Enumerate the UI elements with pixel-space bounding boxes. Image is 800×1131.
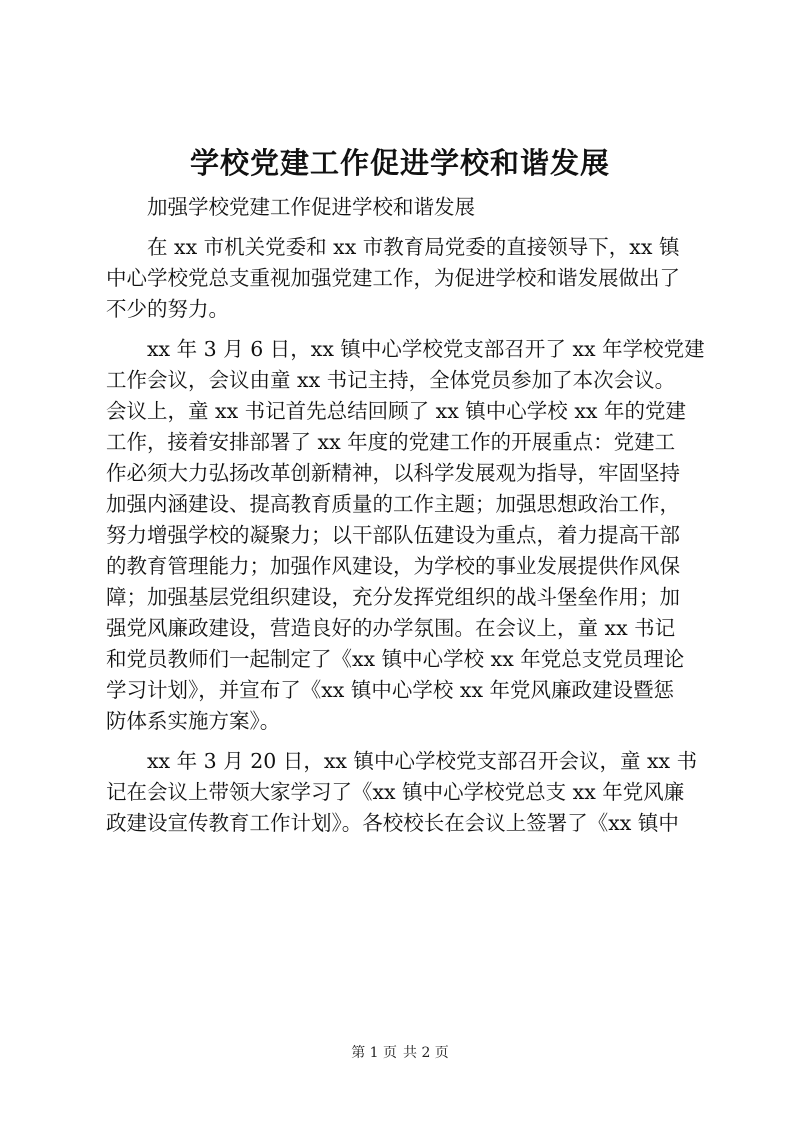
text-line: 障；加强基层党组织建设，充分发挥党组织的战斗堡垒作用；加 bbox=[106, 585, 680, 609]
text-line: 和党员教师们一起制定了《xx 镇中心学校 xx 年党总支党员理论 bbox=[106, 647, 685, 671]
document-title: 学校党建工作促进学校和谐发展 bbox=[189, 146, 610, 180]
text-line: 的教育管理能力；加强作风建设，为学校的事业发展提供作风保 bbox=[106, 554, 680, 578]
text-line: xx 年 3 月 20 日，xx 镇中心学校党支部召开会议，童 xx 书 bbox=[106, 749, 698, 773]
document-body bbox=[106, 192, 710, 848]
text-line: 工作，接着安排部署了 xx 年度的党建工作的开展重点：党建工 bbox=[106, 430, 676, 454]
text-line: 加强内涵建设、提高教育质量的工作主题；加强思想政治工作， bbox=[106, 492, 680, 516]
paragraph-march-20 bbox=[106, 746, 710, 839]
text-line: 防体系实施方案》。 bbox=[106, 709, 281, 733]
page-total: 共 2 页 bbox=[403, 1045, 449, 1061]
page-footer bbox=[0, 1043, 800, 1063]
text-line: 强党风廉政建设，营造良好的办学氛围。在会议上，童 xx 书记 bbox=[106, 616, 676, 640]
text-line: 中心学校党总支重视加强党建工作，为促进学校和谐发展做出了 bbox=[106, 266, 680, 290]
text-line: 作必须大力弘扬改革创新精神，以科学发展观为指导，牢固坚持 bbox=[106, 461, 680, 485]
page-number: 第 1 页 bbox=[351, 1045, 397, 1061]
text-line: xx 年 3 月 6 日，xx 镇中心学校党支部召开了 xx 年学校党建 bbox=[106, 337, 705, 361]
text-line: 不少的努力。 bbox=[106, 297, 229, 321]
text-line: 工作会议，会议由童 xx 书记主持，全体党员参加了本次会议。 bbox=[106, 368, 676, 392]
paragraph-march-6 bbox=[106, 334, 710, 737]
text-line: 会议上，童 xx 书记首先总结回顾了 xx 镇中心学校 xx 年的党建 bbox=[106, 399, 686, 423]
text-line: 努力增强学校的凝聚力；以干部队伍建设为重点，着力提高干部 bbox=[106, 523, 680, 547]
text-line: 加强学校党建工作促进学校和谐发展 bbox=[106, 195, 475, 219]
paragraph-subtitle bbox=[106, 192, 710, 223]
text-line: 学习计划》，并宣布了《xx 镇中心学校 xx 年党风廉政建设暨惩 bbox=[106, 678, 675, 702]
text-line: 在 xx 市机关党委和 xx 市教育局党委的直接领导下，xx 镇 bbox=[106, 235, 680, 259]
paragraph-intro bbox=[106, 232, 710, 325]
text-line: 政建设宣传教育工作计划》。各校校长在会议上签署了《xx 镇中 bbox=[106, 811, 679, 835]
text-line: 记在会议上带领大家学习了《xx 镇中心学校党总支 xx 年党风廉 bbox=[106, 780, 685, 804]
